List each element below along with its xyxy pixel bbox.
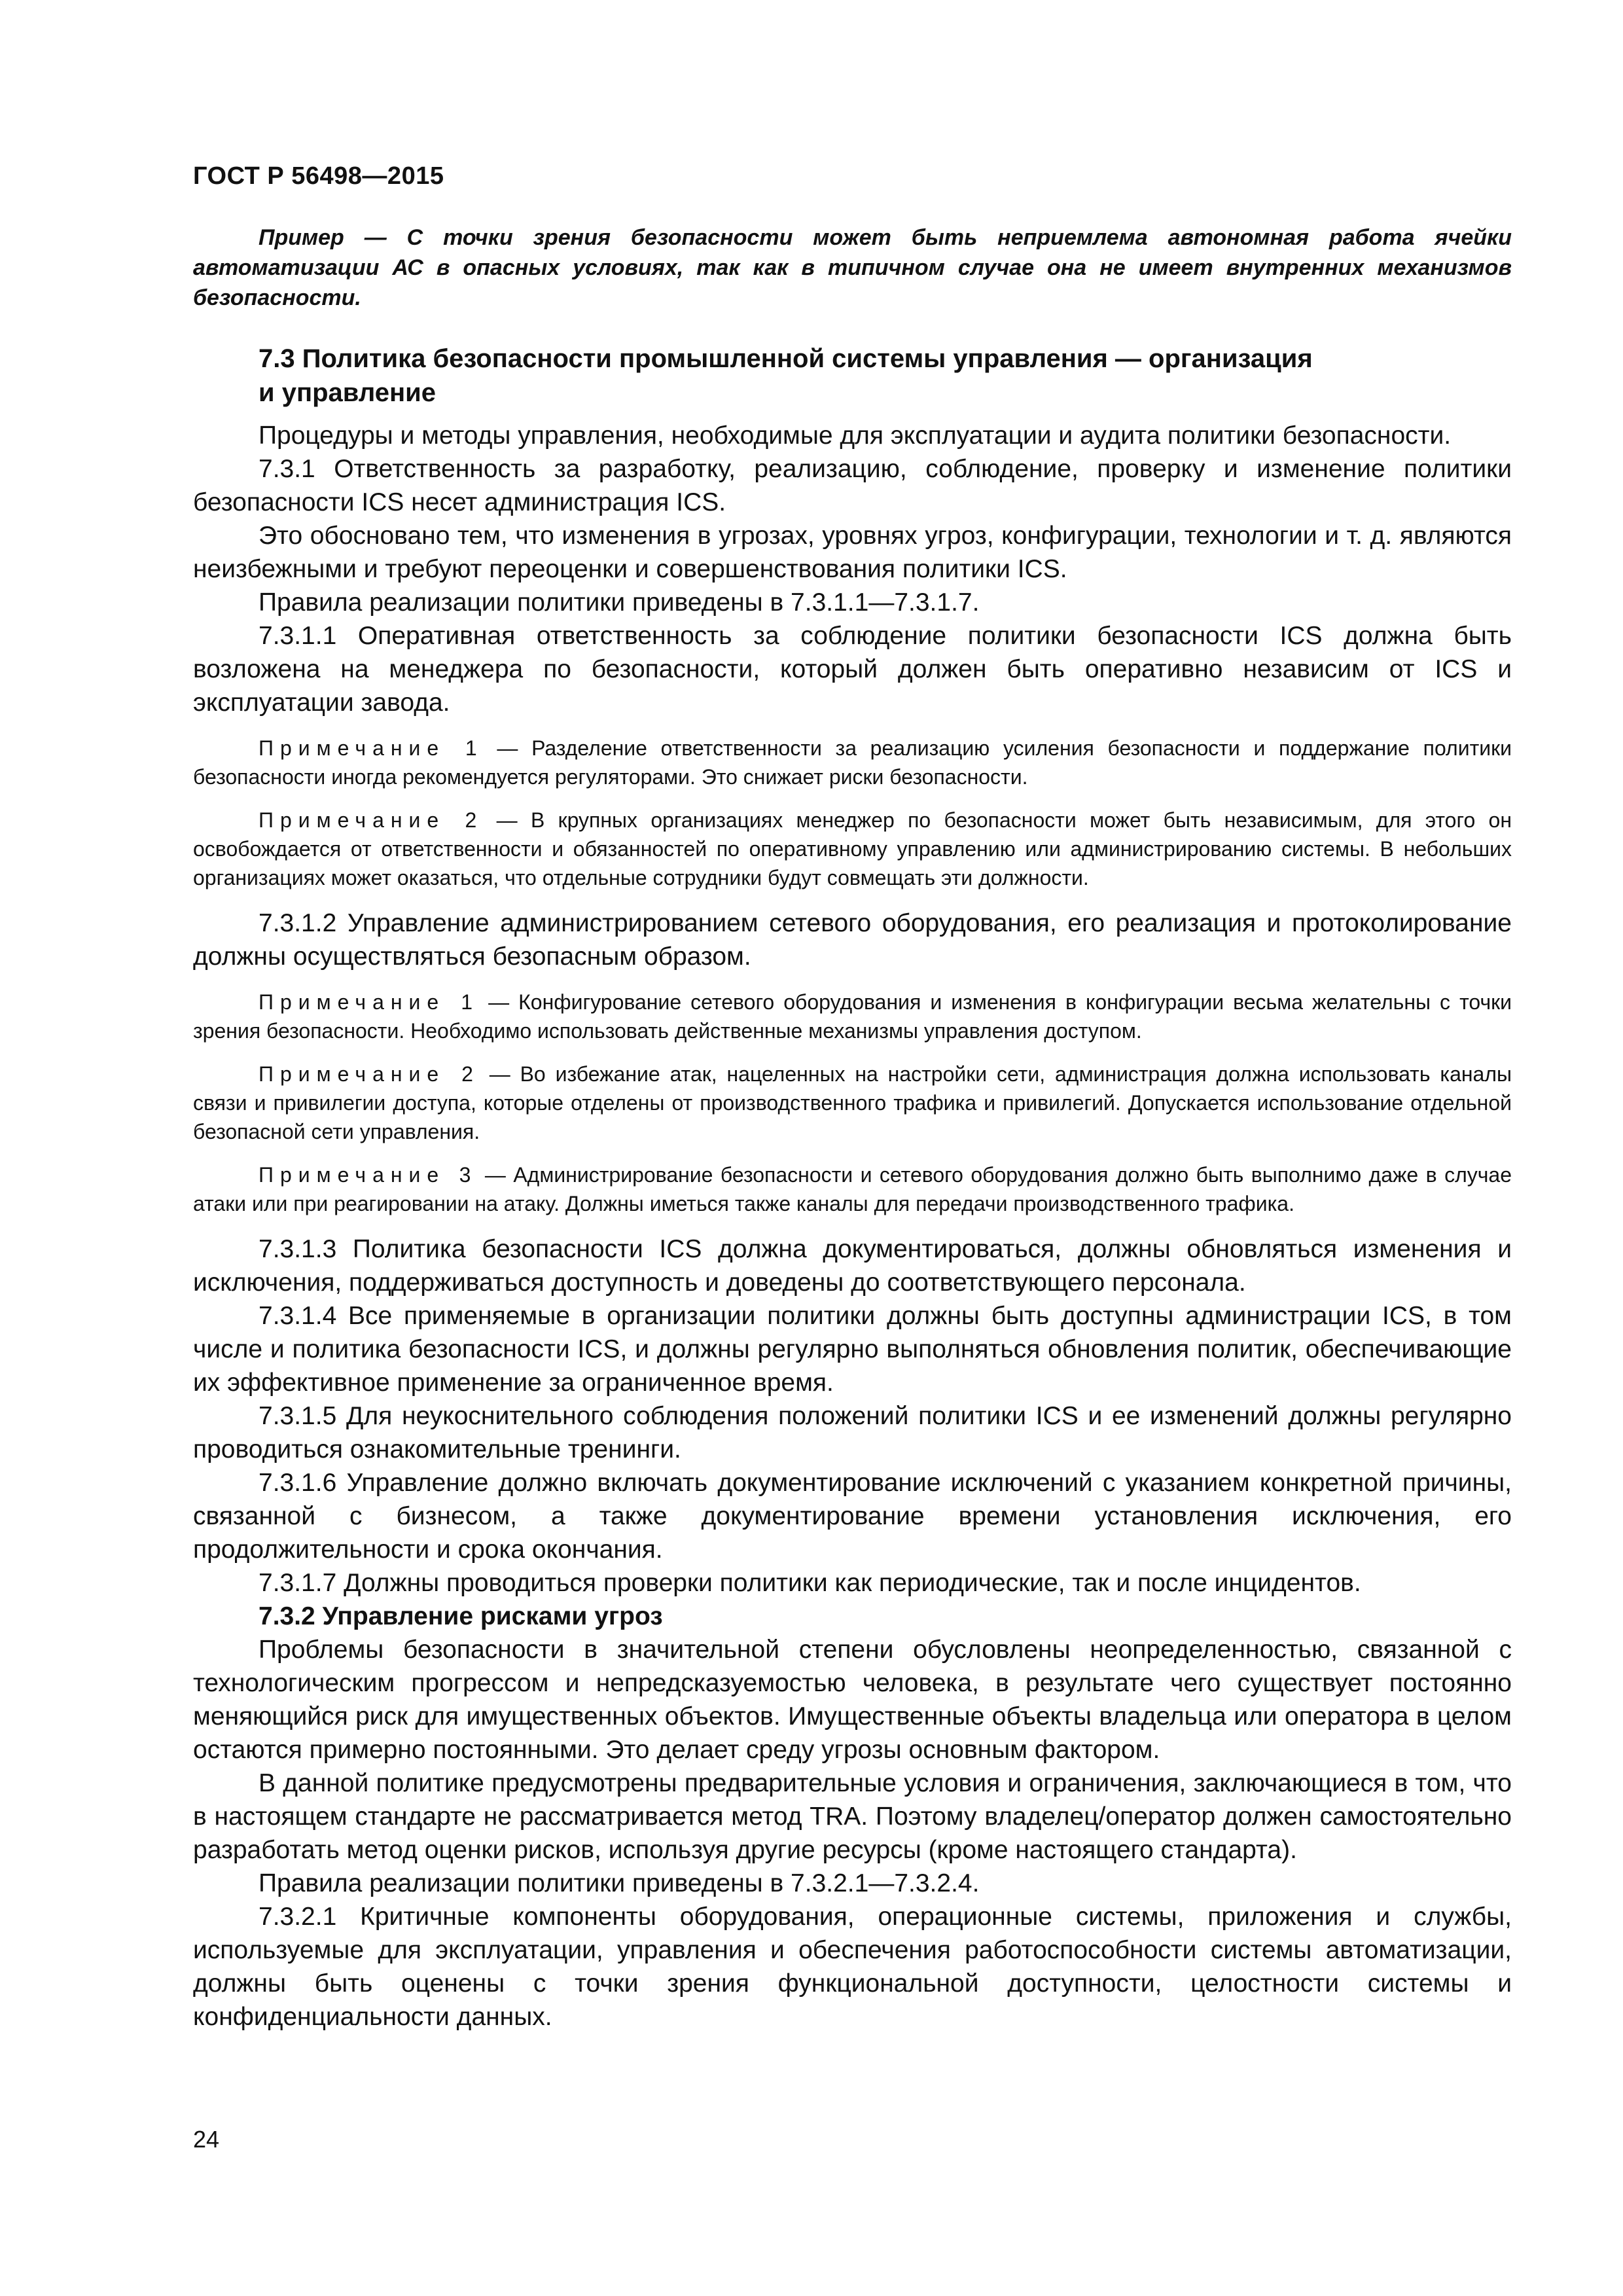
note-label: Примечание 1 [259,990,480,1014]
clause-7-3-1-4: 7.3.1.4 Все применяемые в организации политики должны быть доступны администрации ICS, в том числе и политика безопасности ICS, и должны регулярно выполняться обновления политик, обеспечивающие их эффективное применение за ограниченное время. [193,1302,1512,1397]
clause-7-3-1-2: 7.3.1.2 Управление администрированием сетевого оборудования, его реализация и протоколирование должны осуществляться безопасным образом. [193,909,1512,971]
note-label: Примечание 1 [259,736,484,760]
standard-header: ГОСТ Р 56498—2015 [193,162,444,190]
rules-reference-1: Правила реализации политики приведены в 7.3.1.1—7.3.1.7. [259,588,980,617]
note-label: Примечание 2 [259,808,484,832]
clause-7-3-1-1: 7.3.1.1 Оперативная ответственность за соблюдение политики безопасности ICS должна быть возложена на менеджера по безопасности, который должен быть оперативно независим от ICS и эксплуатации завода. [193,622,1512,717]
clause-7-3-1: 7.3.1 Ответственность за разработку, реализацию, соблюдение, проверку и изменение политики безопасности ICS несет администрация ICS. [193,455,1512,516]
section-title [193,342,1512,410]
page-number: 24 [193,2126,220,2153]
note-b3 [193,1160,1512,1218]
note-text: — Администрирование безопасности и сетевого оборудования должно быть выполнимо даже в случае атаки или при реагировании на атаку. Должны иметься также каналы для передачи производственного трафика. [193,1163,1512,1215]
note-b2 [193,1060,1512,1146]
note-text: — Во избежание атак, нацеленных на настройки сети, администрация должна использовать каналы связи и привилегии доступа, которые отделены от производственного трафика и привилегий. Допускается использование отдельной безопасной сети управления. [193,1062,1512,1143]
subsection-title: 7.3.2 Управление рисками угроз [259,1602,663,1630]
note-text: — В крупных организациях менеджер по безопасности может быть независимым, для этого он освобождается от ответственности и обязанностей по оперативному управлению или администрированию системы. В небольших организациях может оказаться, что отдельные сотрудники будут совмещать эти должности. [193,808,1512,889]
note-text: — Конфигурование сетевого оборудования и изменения в конфигурации весьма желательны с точки зрения безопасности. Необходимо использовать действенные механизмы управления доступом. [193,990,1512,1043]
note-b1 [193,988,1512,1045]
clause-7-3-1-7: 7.3.1.7 Должны проводиться проверки политики как периодические, так и после инцидентов. [259,1569,1361,1597]
clause-7-3-1-3: 7.3.1.3 Политика безопасности ICS должна документироваться, должны обновляться изменения и исключения, поддерживаться доступность и доведены до соответствующего персонала. [193,1235,1512,1297]
risk-paragraph-2: В данной политике предусмотрены предварительные условия и ограничения, заключающиеся в том, что в настоящем стандарте не рассматривается метод TRA. Поэтому владелец/оператор должен самостоятельно разработать метод оценки рисков, используя другие ресурсы (кроме настоящего стандарта). [193,1769,1512,1864]
section-intro: Процедуры и методы управления, необходимые для эксплуатации и аудита политики безопасности. [259,422,1452,450]
note-text: — Разделение ответственности за реализацию усиления безопасности и поддержание политики безопасности иногда рекомендуется регуляторами. Это снижает риски безопасности. [193,736,1512,789]
page-content [193,223,1512,2034]
note-label: Примечание 2 [259,1062,480,1086]
justification-paragraph: Это обосновано тем, что изменения в угрозах, уровнях угроз, конфигурации, технологии и т. д. являются неизбежными и требуют переоценки и совершенствования политики ICS. [193,522,1512,583]
rules-reference-2: Правила реализации политики приведены в 7.3.2.1—7.3.2.4. [259,1869,980,1897]
example-paragraph: Пример — С точки зрения безопасности может быть неприемлема автономная работа ячейки автоматизации АС в опасных условиях, так как в типичном случае она не имеет внутренних механизмов безопасности. [193,225,1512,310]
clause-7-3-1-5: 7.3.1.5 Для неукоснительного соблюдения положений политики ICS и ее изменений должны регулярно проводиться ознакомительные тренинги. [193,1402,1512,1463]
note-a1 [193,734,1512,791]
section-title-line-1: 7.3 Политика безопасности промышленной системы управления — организация [259,344,1313,373]
risk-paragraph-1: Проблемы безопасности в значительной степени обусловлены неопределенностью, связанной с технологическим прогрессом и непредсказуемостью человека, в результате чего существует постоянно меняющийся риск для имущественных объектов. Имущественные объекты владельца или оператора в целом остаются примерно постоянными. Это делает среду угрозы основным фактором. [193,1636,1512,1764]
section-title-line-2: и управление [259,378,436,407]
note-a2 [193,806,1512,892]
clause-7-3-2-1: 7.3.2.1 Критичные компоненты оборудования, операционные системы, приложения и службы, используемые для эксплуатации, управления и обеспечения работоспособности системы автоматизации, должны быть оценены с точки зрения функциональной доступности, целостности системы и конфиденциальности данных. [193,1903,1512,2031]
note-label: Примечание 3 [259,1163,478,1187]
clause-7-3-1-6: 7.3.1.6 Управление должно включать документирование исключений с указанием конкретной причины, связанной с бизнесом, а также документирование времени установления исключения, его продолжительности и срока окончания. [193,1469,1512,1564]
